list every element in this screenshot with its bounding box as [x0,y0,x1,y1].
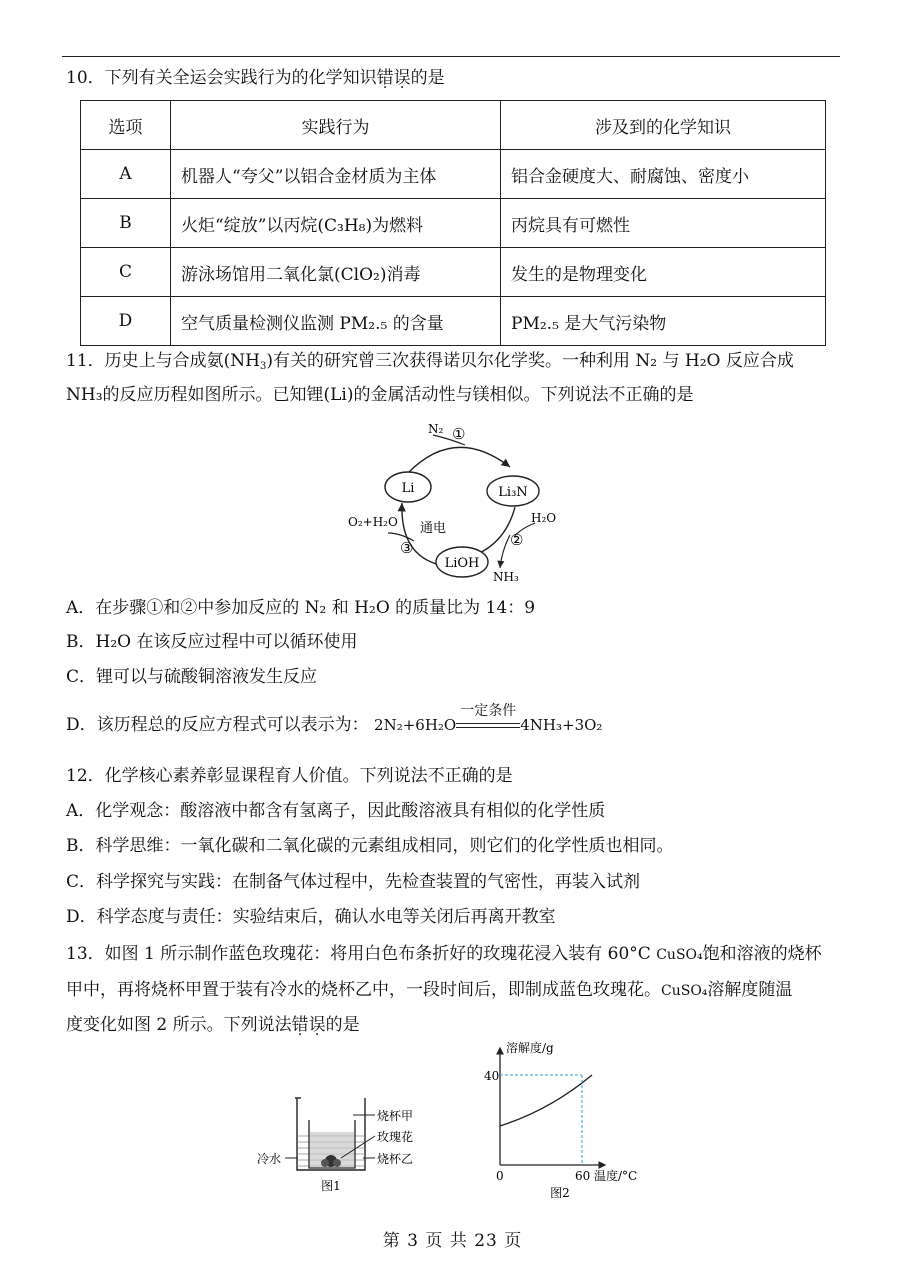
li-label: Li [401,481,415,496]
o2h2o-label: O₂+H₂O [348,515,398,529]
step3-label: ③ [400,539,414,557]
table-cell-option: C [81,248,171,297]
arc-step1 [408,447,510,473]
table-cell-option: B [81,199,171,248]
q10-stem: 10．下列有关全运会实践行为的化学知识错误的是 [66,68,445,88]
q10-table [80,100,826,346]
table-cell-action: 空气质量检测仪监测 PM₂.₅ 的含量 [171,297,501,346]
q11-reaction-diagram [330,415,570,590]
table-header: 涉及到的化学知识 [501,101,826,150]
q12-option-d: D．科学态度与责任：实验结束后，确认水电等关闭后再离开教室 [66,907,556,927]
table-cell-action: 机器人“夸父”以铝合金材质为主体 [171,150,501,199]
q12-option-a: A．化学观念：酸溶液中都含有氢离子，因此酸溶液具有相似的化学性质 [66,801,606,821]
table-row [81,297,826,346]
q13-stem-line1: 13．如图 1 所示制作蓝色玫瑰花：将用白色布条折好的玫瑰花浸入装有 60°C CuSO₄饱和溶液的烧杯 [66,944,822,964]
table-header-row [81,101,826,150]
x-tick-60: 60 [575,1169,591,1183]
figure-2-caption: 图2 [550,1186,570,1200]
tongdian-label: 通电 [420,521,447,536]
q11-stem-line2: NH₃的反应历程如图所示。已知锂(Li)的金属活动性与镁相似。下列说法不正确的是 [66,385,694,405]
table-header: 实践行为 [171,101,501,150]
table-cell-knowledge: 发生的是物理变化 [501,248,826,297]
table-cell-action: 游泳场馆用二氧化氯(ClO₂)消毒 [171,248,501,297]
table-header: 选项 [81,101,171,150]
page-footer: 第 3 页 共 23 页 [382,1231,523,1251]
step2-label: ② [510,531,524,549]
n2-label: N₂ [428,422,444,436]
table-cell-knowledge: 铝合金硬度大、耐腐蚀、密度小 [501,150,826,199]
q11-option-c: C．锂可以与硫酸铜溶液发生反应 [66,667,318,687]
table-row [81,150,826,199]
table-cell-knowledge: PM₂.₅ 是大气污染物 [501,297,826,346]
y-axis-label: 溶解度/g [506,1041,554,1055]
q13-stem-line2: 甲中，再将烧杯甲置于装有冷水的烧杯乙中，一段时间后，即制成蓝色玫瑰花。CuSO₄溶解度随温 [66,980,793,1000]
label-beaker-b: 烧杯乙 [377,1152,414,1166]
q12-option-c: C．科学探究与实践：在制备气体过程中，先检查装置的气密性，再装入试剂 [66,872,641,892]
x-tick-0: 0 [496,1169,504,1183]
figure-1-beakers [255,1090,415,1200]
reaction-condition: 一定条件 [460,702,517,719]
q12-option-b: B．科学思维：一氧化碳和二氧化碳的元素组成相同，则它们的化学性质也相同。 [66,836,674,856]
q11-option-b: B．H₂O 在该反应过程中可以循环使用 [66,632,358,652]
figure-1-caption: 图1 [321,1179,341,1193]
table-cell-knowledge: 丙烷具有可燃性 [501,199,826,248]
step1-label: ① [452,425,466,443]
table-cell-option: D [81,297,171,346]
q13-stem-line3: 度变化如图 2 所示。下列说法错误的是 [66,1015,360,1035]
y-tick-40: 40 [484,1069,500,1083]
label-rose: 玫瑰花 [377,1130,414,1144]
q11-option-d: D．该历程总的反应方程式可以表示为： 2N₂+6H₂O 一定条件 4NH₃+3O₂ [66,713,602,737]
li3n-label: Li₃N [498,485,528,500]
h2o-label: H₂O [531,511,557,525]
lioh-label: LiOH [444,556,480,571]
nh3-label: NH₃ [493,570,519,584]
q11-stem-line1: 11．历史上与合成氨$(NH_3)$有关的研究曾三次获得诺贝尔化学奖。一种利用 N₂ 与 H₂O 反应合成 [66,351,794,372]
table-cell-option: A [81,150,171,199]
header-rule [62,56,840,57]
figure-2-solubility-chart [470,1040,660,1200]
label-beaker-a: 烧杯甲 [377,1109,414,1123]
nh3-out-line [500,535,510,568]
solubility-curve [500,1075,592,1126]
q12-stem: 12．化学核心素养彰显课程育人价值。下列说法不正确的是 [66,766,513,786]
table-row [81,199,826,248]
table-row [81,248,826,297]
table-cell-action: 火炬“绽放”以丙烷(C₃H₈)为燃料 [171,199,501,248]
q11-option-a: A．在步骤①和②中参加反应的 N₂ 和 H₂O 的质量比为 14：9 [66,598,536,618]
label-water: 冷水 [257,1152,282,1166]
x-axis-label: 温度/°C [594,1169,638,1183]
